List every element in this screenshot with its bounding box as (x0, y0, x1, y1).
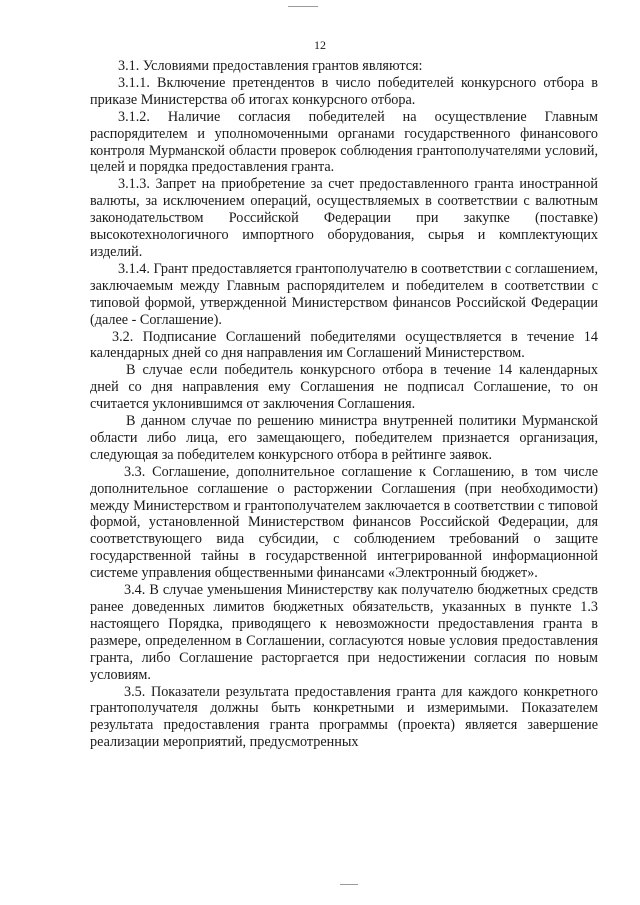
paragraph-3-3: 3.3. Соглашение, дополнительное соглашение к Соглашению, в том числе дополнительное соглашение о расторжении Соглашения (при необходимости) между Министерством и грантополучателем заключается в соответствии с типовой формой, установленной Министерством финансов Российской Федерации, для соответствующего вида субсидии, с соблюдением требований о защите государственной тайны в государственной интегрированной информационной системе управления общественными финансами «Электронный бюджет». (90, 463, 598, 582)
paragraph-3-4: 3.4. В случае уменьшения Министерству как получателю бюджетных средств ранее доведенных лимитов бюджетных обязательств, указанных в пункте 1.3 настоящего Порядка, приводящего к невозможности предоставления гранта в размере, определенном в Соглашении, согласуются новые условия предоставления гранта, либо Соглашение расторгается при недостижении согласия по новым условиям. (90, 582, 598, 683)
paragraph-3-1-4: 3.1.4. Грант предоставляется грантополучателю в соответствии с соглашением, заключаемым между Главным распорядителем и победителем в соответствии с типовой формой, утвержденной Министерством финансов Российской Федерации (далее - Соглашение). (90, 260, 598, 328)
page-number: 12 (314, 38, 326, 52)
paragraph-3-2-decision: В данном случае по решению министра внутренней политики Мурманской области либо лица, его замещающего, победителем признается организация, следующая за победителем конкурсного отбора в рейтинге заявок. (90, 413, 598, 463)
paragraph-3-1: 3.1. Условиями предоставления грантов являются: (118, 58, 423, 74)
paragraph-3-1-1: 3.1.1. Включение претендентов в число победителей конкурсного отбора в приказе Министерства об итогах конкурсного отбора. (90, 74, 598, 108)
paragraph-3-1-2: 3.1.2. Наличие согласия победителей на осуществление Главным распорядителем и уполномоченными органами государственного финансового контроля Мурманской области проверок соблюдения грантополучателями условий, целей и порядка предоставления гранта. (90, 108, 598, 176)
paragraph-3-5: 3.5. Показатели результата предоставления гранта для каждого конкретного грантополучателя должны быть конкретными и измеримыми. Показателем результата предоставления гранта программы (проекта) является завершение реализации мероприятий, предусмотренных (90, 683, 598, 751)
paragraph-3-2-case: В случае если победитель конкурсного отбора в течение 14 календарных дней со дня направления ему Соглашения не подписал Соглашение, то он считается уклонившимся от заключения Соглашения. (90, 362, 598, 413)
scan-edge-mark-top (288, 6, 318, 7)
paragraph-3-1-3: 3.1.3. Запрет на приобретение за счет предоставленного гранта иностранной валюты, за исключением операций, осуществляемых в соответствии с валютным законодательством Российской Федерации при закупке (поставке) высокотехнологичного импортного оборудования, сырья и комплектующих изделий. (90, 176, 598, 260)
document-body (90, 58, 598, 751)
scan-edge-mark-bottom (340, 884, 358, 885)
paragraph-3-2: 3.2. Подписание Соглашений победителями осуществляется в течение 14 календарных дней со дня направления им Соглашений Министерством. (90, 328, 598, 362)
